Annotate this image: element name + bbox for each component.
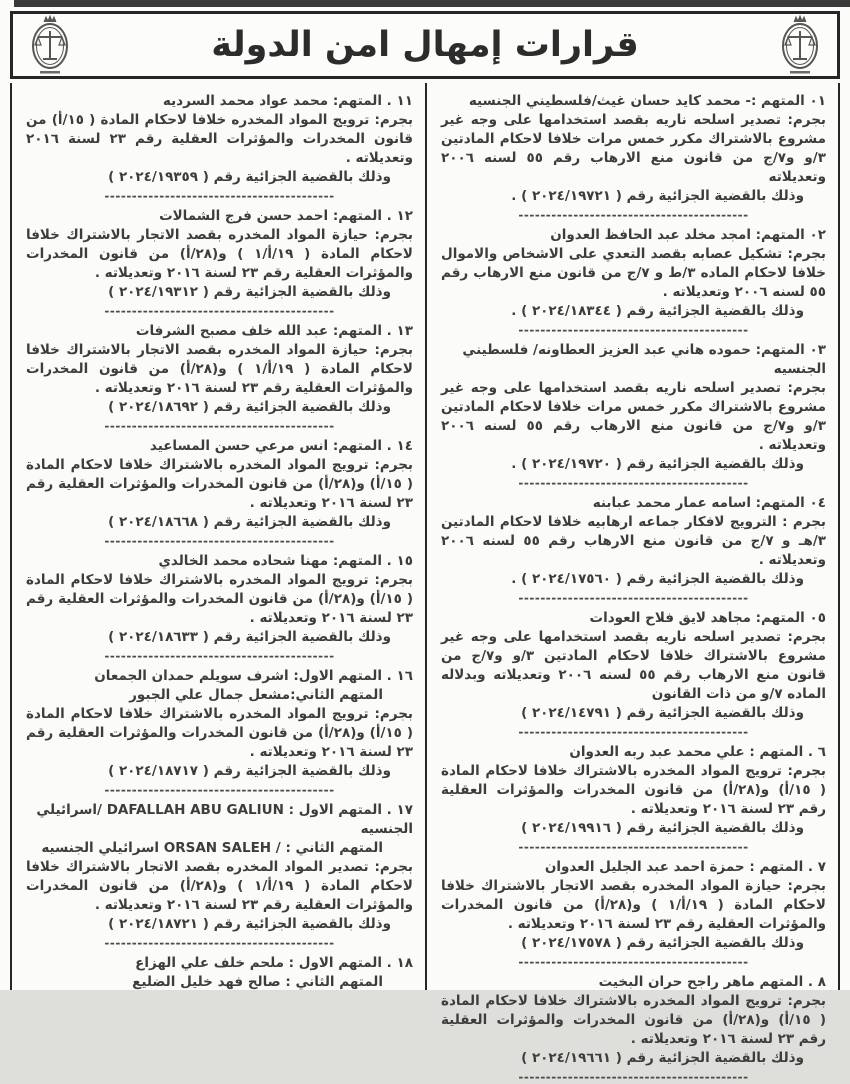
entry-separator: ------------------------------------------ [518, 1070, 749, 1084]
case-entry-03 [441, 341, 826, 490]
charge-text: بجرم: تصدير اسلحه ناريه بقصد استخدامها على وجه غير مشروع بالاشتراك خلافا لاحكام المادتين ٣/و و٧/ج من قانون منع الارهاب رقم ٥٥ لسنه ٢٠٠٦ وتعديلاته وبدلاله الماده ٧/و من ذات القانون [441, 629, 827, 702]
second-defendant-line: المتهم الثاني:مشعل جمال علي الجبور [129, 687, 383, 703]
case-number-line: وذلك بالقضية الجزائية رقم ( ٢٠٢٤/١٧٥٧٨ ) [521, 935, 804, 951]
entry-separator: ------------------------------------------ [518, 840, 749, 854]
entry-separator: ------------------------------------------ [104, 649, 335, 663]
entry-separator: ------------------------------------------ [518, 725, 749, 739]
charge-text: بجرم: ترويج المواد المخدره خلافا لاحكام المادة ( ١٥/أ) من قانون المخدرات والمؤثرات العقلية رقم ٢٣ لسنة ٢٠١٦ وتعديلاته . [26, 112, 414, 166]
charge-text: بجرم: حيازة المواد المخدره بقصد الاتجار بالاشتراك خلافا لاحكام المادة ( ١٩/أ/١ ) و(٢٨/أ) من قانون المخدرات والمؤثرات العقلية رقم ٢٣ لسنة ٢٠١٦ وتعديلاته . [26, 342, 413, 396]
case-entry-05 [441, 609, 826, 739]
defendant-line: ١٨ . المتهم الاول : ملحم خلف علي الهزاع [135, 955, 413, 971]
case-number-line: وذلك بالقضية الجزائية رقم ( ٢٠٢٤/١٩٣١٢ ) [108, 284, 391, 300]
charge-text: بجرم: ترويج المواد المخدره بالاشتراك خلافا لاحكام المادة ( ١٥/أ) و(٢٨/أ) من قانون المخدرات والمؤثرات العقلية رقم ٢٣ لسنة ٢٠١٦ وتعديلاته . [26, 706, 413, 760]
case-entry-04 [441, 494, 826, 605]
defendant-line: ١٧ . المتهم الاول : DAFALLAH ABU GALIUN /اسرائيلي الجنسيه [36, 802, 413, 837]
case-entry-18 [26, 954, 413, 992]
defendant-line: ٠٢ المتهم: امجد مخلد عبد الحافظ العدوان [550, 227, 826, 243]
charge-text: بجرم: تصدير اسلحه ناريه بقصد استخدامها على وجه غير مشروع بالاشتراك مكرر خمس مرات خلافا لاحكام المادتين ٣/و و٧/ج من قانون منع الارهاب رقم ٥٥ لسنه ٢٠٠٦ وتعديلاته [441, 112, 826, 185]
charge-text: بجرم: ترويج المواد المخدره بالاشتراك خلافا لاحكام المادة ( ١٥/أ) و(٢٨/أ) من قانون المخدرات والمؤثرات العقلية رقم ٢٣ لسنة ٢٠١٦ وتعديلاته . [441, 993, 826, 1047]
case-number-line: وذلك بالقضية الجزائية رقم ( ٢٠٢٤/١٧٥٦٠ ) . [511, 571, 804, 587]
case-entry-02 [441, 226, 826, 337]
case-number-line: وذلك بالقضية الجزائية رقم ( ٢٠٢٤/١٨٦٦٨ ) [108, 514, 391, 530]
entry-separator: ------------------------------------------ [104, 936, 335, 950]
second-defendant-line: المتهم الثاني : صالح فهد خليل الضليع [132, 974, 383, 990]
case-entry-16 [26, 667, 413, 797]
entry-separator: ------------------------------------------ [104, 783, 335, 797]
defendant-line: ١٢ . المتهم: احمد حسن فرج الشمالات [159, 208, 413, 224]
case-number-line: وذلك بالقضية الجزائية رقم ( ٢٠٢٤/١٩٩١٦ ) [521, 820, 804, 836]
case-number-line: وذلك بالقضية الجزائية رقم ( ٢٠٢٤/١٨٧١٧ ) [108, 763, 391, 779]
charge-text: بجرم: تشكيل عصابه بقصد التعدي على الاشخاص والاموال خلافا لاحكام الماده ٣/ط و ٧/ج من قانون منع الارهاب رقم ٥٥ لسنه ٢٠٠٦ وتعديلاته . [441, 246, 826, 300]
case-number-line: وذلك بالقضية الجزائية رقم ( ٢٠٢٤/١٨٣٤٤ ) . [511, 303, 804, 319]
case-number-line: وذلك بالقضية الجزائية رقم ( ٢٠٢٤/١٩٦٦١ ) [521, 1050, 804, 1066]
case-entry-13 [26, 322, 413, 433]
defendant-line: ٨ . المتهم ماهر راجح حران البخيت [598, 974, 826, 990]
two-column-body [10, 83, 840, 1084]
justice-scales-seal-icon [27, 14, 73, 76]
charge-text: بجرم : الترويج لافكار جماعه ارهابيه خلافا لاحكام المادتين ٣/هـ و ٧/ج من قانون منع الارهاب رقم ٥٥ لسنه ٢٠٠٦ وتعديلاته . [441, 514, 826, 568]
defendant-line: ١٤ . المتهم: انس مرعي حسن المساعيد [149, 438, 413, 454]
page-title: قرارات إمهال امن الدولة [211, 25, 639, 65]
case-entry-07 [441, 858, 826, 969]
charge-text: بجرم: ترويج المواد المخدره بالاشتراك خلافا لاحكام المادة ( ١٥/أ) و(٢٨/أ) من قانون المخدرات والمؤثرات العقلية رقم ٢٣ لسنة ٢٠١٦ وتعديلاته . [441, 763, 826, 817]
justice-scales-seal-icon [777, 14, 823, 76]
entry-separator: ------------------------------------------ [518, 208, 749, 222]
case-number-line: وذلك بالقضية الجزائية رقم ( ٢٠٢٤/١٨٦٩٢ ) [108, 399, 391, 415]
case-entry-08 [441, 973, 826, 1084]
column-right [425, 83, 838, 1084]
second-defendant-line: المتهم الثاني : / ORSAN SALEH اسرائيلي الجنسيه [41, 840, 383, 856]
case-entry-17 [26, 801, 413, 950]
case-entry-15 [26, 552, 413, 663]
entry-separator: ------------------------------------------ [518, 591, 749, 605]
entry-separator: ------------------------------------------ [518, 955, 749, 969]
case-entry-06 [441, 743, 826, 854]
charge-text: بجرم: حيازة المواد المخدره بقصد الاتجار بالاشتراك خلافا لاحكام المادة ( ١٩/أ/١ ) و(٢٨/أ) من قانون المخدرات والمؤثرات العقلية رقم ٢٣ لسنة ٢٠١٦ وتعديلاته . [441, 878, 826, 932]
case-entry-12 [26, 207, 413, 318]
entry-separator: ------------------------------------------ [104, 304, 335, 318]
defendant-line: ٦ . المتهم : علي محمد عبد ربه العدوان [569, 744, 826, 760]
defendant-line: ١١ . المتهم: محمد عواد محمد السرديه [162, 93, 413, 109]
charge-text: بجرم: ترويج المواد المخدره بالاشتراك خلافا لاحكام المادة ( ١٥/أ) و(٢٨/أ) من قانون المخدرات والمؤثرات العقلية رقم ٢٣ لسنة ٢٠١٦ وتعديلاته . [26, 457, 413, 511]
case-entry-01 [441, 92, 826, 222]
defendant-line: ٠١ المتهم :- محمد كايد حسان غيث/فلسطيني الجنسيه [468, 93, 826, 109]
entry-separator: ------------------------------------------ [104, 534, 335, 548]
defendant-line: ١٣ . المتهم: عبد الله خلف مصبح الشرفات [135, 323, 413, 339]
case-entry-14 [26, 437, 413, 548]
charge-text: بجرم: حيازة المواد المخدره بقصد الاتجار بالاشتراك خلافا لاحكام المادة ( ١٩/أ/١ ) و(٢٨/أ) من قانون المخدرات والمؤثرات العقلية رقم ٢٣ لسنة ٢٠١٦ وتعديلاته . [26, 227, 413, 281]
column-left [12, 83, 425, 990]
entry-separator: ------------------------------------------ [104, 189, 335, 203]
defendant-line: ١٥ . المتهم: مهنا شحاده محمد الخالدي [158, 553, 413, 569]
header [10, 11, 840, 79]
charge-text: بجرم: ترويج المواد المخدره بالاشتراك خلافا لاحكام المادة ( ١٥/أ) و(٢٨/أ) من قانون المخدرات والمؤثرات العقلية رقم ٢٣ لسنة ٢٠١٦ وتعديلاته . [26, 572, 413, 626]
scan-edge-strip [0, 0, 850, 7]
defendant-line: ٠٥ المتهم: مجاهد لايق فلاح العودات [589, 610, 826, 626]
case-number-line: وذلك بالقضية الجزائية رقم ( ٢٠٢٤/١٤٧٩١ ) [521, 705, 804, 721]
entry-separator: ------------------------------------------ [518, 476, 749, 490]
case-number-line: وذلك بالقضية الجزائية رقم ( ٢٠٢٤/١٩٧٢٠ ) . [511, 456, 804, 472]
case-number-line: وذلك بالقضية الجزائية رقم ( ٢٠٢٤/١٨٦٣٣ ) [108, 629, 391, 645]
charge-text: بجرم: تصدير اسلحه ناريه بقصد استخدامها على وجه غير مشروع بالاشتراك مكرر خمس مرات خلافا لاحكام المادتين ٣/و و٧/ج من قانون منع الارهاب رقم ٥٥ لسنه ٢٠٠٦ وتعديلاته . [441, 380, 826, 453]
charge-text: بجرم: تصدير المواد المخدره بقصد الاتجار بالاشتراك خلافا لاحكام المادة ( ١٩/أ/١ ) و(٢٨/أ) من قانون المخدرات والمؤثرات العقلية رقم ٢٣ لسنة ٢٠١٦ وتعديلاته . [26, 859, 413, 913]
case-number-line: وذلك بالقضية الجزائية رقم ( ٢٠٢٤/١٩٣٥٩ ) [108, 169, 391, 185]
case-number-line: وذلك بالقضية الجزائية رقم ( ٢٠٢٤/١٨٧٢١ ) [108, 916, 391, 932]
entry-separator: ------------------------------------------ [518, 323, 749, 337]
entry-separator: ------------------------------------------ [104, 419, 335, 433]
case-number-line: وذلك بالقضية الجزائية رقم ( ٢٠٢٤/١٩٧٢١ ) . [511, 188, 804, 204]
defendant-line: ٠٤ المتهم: اسامه عمار محمد عبابنه [592, 495, 826, 511]
defendant-line: ١٦ . المتهم الاول: اشرف سويلم حمدان الجمعان [94, 668, 413, 684]
defendant-line: ٠٣ المتهم: حموده هاني عبد العزيز العطاونه/ فلسطيني الجنسيه [462, 342, 826, 377]
case-entry-11 [26, 92, 413, 203]
defendant-line: ٧ . المتهم : حمزة احمد عبد الجليل العدوان [544, 859, 826, 875]
